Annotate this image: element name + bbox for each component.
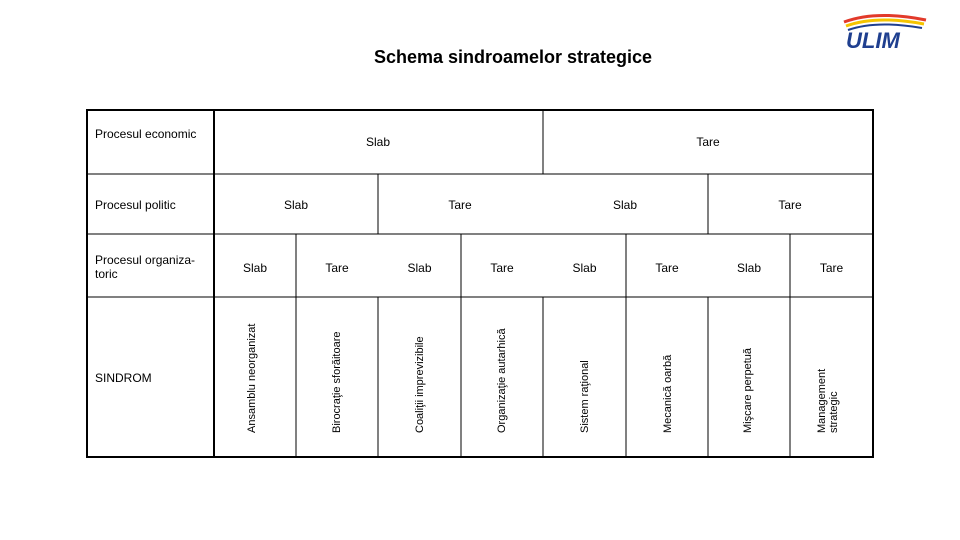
row-label-sindrom: SINDROM	[95, 371, 152, 385]
org-cell-1: Slab	[242, 261, 268, 275]
syndrome-5: Sistem raţional	[579, 360, 591, 433]
politic-cell-4: Tare	[778, 198, 802, 212]
org-cell-2: Tare	[325, 261, 349, 275]
org-cell-4: Tare	[490, 261, 514, 275]
org-cell-7: Slab	[736, 261, 762, 275]
org-cell-8: Tare	[819, 261, 844, 275]
politic-cell-3: Slab	[612, 198, 638, 212]
org-cell-3: Slab	[407, 261, 432, 275]
row-label-organizational: Procesul organiza-toric	[95, 253, 196, 281]
politic-cell-1: Slab	[283, 198, 309, 212]
syndrome-3: Coaliţii imprevizibile	[414, 336, 426, 433]
syndrome-4: Organizaţie autarhică	[496, 328, 508, 433]
org-cell-5: Slab	[572, 261, 597, 275]
page-title: Schema sindroamelor strategice	[373, 47, 653, 67]
syndrome-6: Mecanică oarbă	[662, 354, 674, 433]
row-label-economic: Procesul economic	[95, 127, 197, 141]
economic-cell-2: Tare	[696, 135, 720, 149]
syndrome-7: Mişcare perpetuă	[742, 348, 754, 433]
org-cell-6: Tare	[655, 261, 679, 275]
syndrome-2: Birocraţie sforăitoare	[331, 331, 343, 433]
syndrome-8: Management strategic	[816, 368, 840, 433]
economic-cell-1: Slab	[365, 135, 391, 149]
svg-text:ULIM: ULIM	[846, 28, 900, 52]
politic-cell-2: Tare	[448, 198, 472, 212]
syndrome-1: Ansamblu neorganizat	[246, 323, 258, 433]
row-label-politic: Procesul politic	[95, 198, 176, 212]
